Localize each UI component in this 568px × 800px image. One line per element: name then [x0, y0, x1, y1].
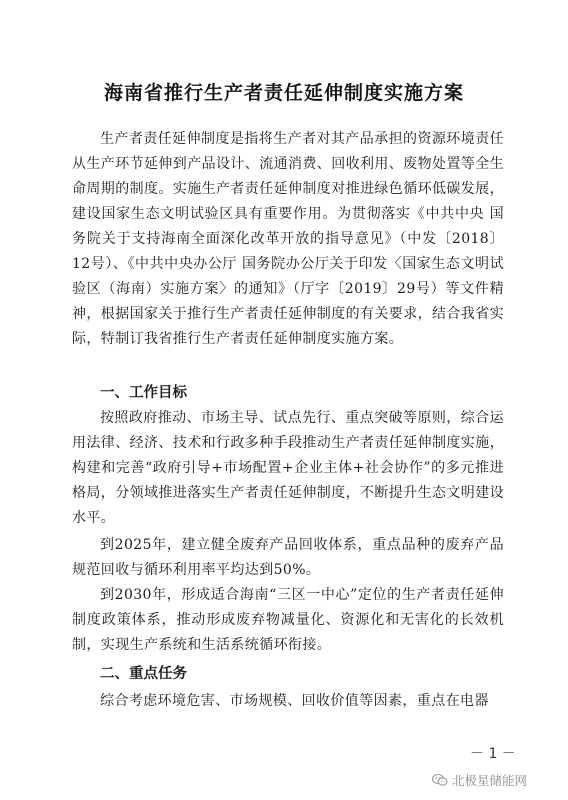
- section1-paragraph-3: 到2030年，形成适合海南“三区一中心”定位的生产者责任延伸制度政策体系，推动形成废弃物减量化、资源化和无害化的长效机制，实现生产系统和生活系统循环衔接。: [72, 587, 504, 653]
- wechat-icon: [432, 773, 448, 787]
- section1-heading: 一、工作目标: [100, 385, 187, 401]
- watermark: [432, 770, 527, 790]
- section1-paragraph-1: 按照政府推动、市场主导、试点先行、重点突破等原则，综合运用法律、经济、技术和行政多种手段推动生产者责任延伸制度实施，构建和完善“政府引导+市场配置+企业主体+社会协作”的多元推进格局，分领域推进落实生产者责任延伸制度，不断提升生态文明建设水平。: [72, 410, 504, 526]
- page-number: － 1 －: [470, 746, 516, 762]
- watermark-text: 北极星储能网: [452, 773, 528, 788]
- section1-paragraph-2: 到2025年，建立健全废弃产品回收体系，重点品种的废弃产品规范回收与循环利用率平均达到50%。: [72, 537, 504, 578]
- section2-paragraph-1: 综合考虑环境危害、市场规模、回收价值等因素，重点在电器: [100, 693, 489, 709]
- document-title: 海南省推行生产者责任延伸制度实施方案: [103, 82, 464, 104]
- intro-paragraph: 生产者责任延伸制度是指将生产者对其产品承担的资源环境责任从生产环节延伸到产品设计、流通消费、回收利用、废物处置等全生命周期的制度。实施生产者责任延伸制度对推进绿色循环低碳发展，建设国家生态文明试验区具有重要作用。为贯彻落实《中共中央 国务院关于支持海南全面深化改革开放的指导意见》（中发〔2018〕12号）、《中共中央办公厅 国务院办公厅关于印发〈国家生态文明试验区（海南）实施方案〉的通知》（厅字〔2019〕29号）等文件精神，根据国家关于推行生产者责任延伸制度的有关要求，结合我省实际，特制订我省推行生产者责任延伸制度实施方案。: [72, 131, 504, 347]
- section2-heading: 二、重点任务: [100, 666, 187, 682]
